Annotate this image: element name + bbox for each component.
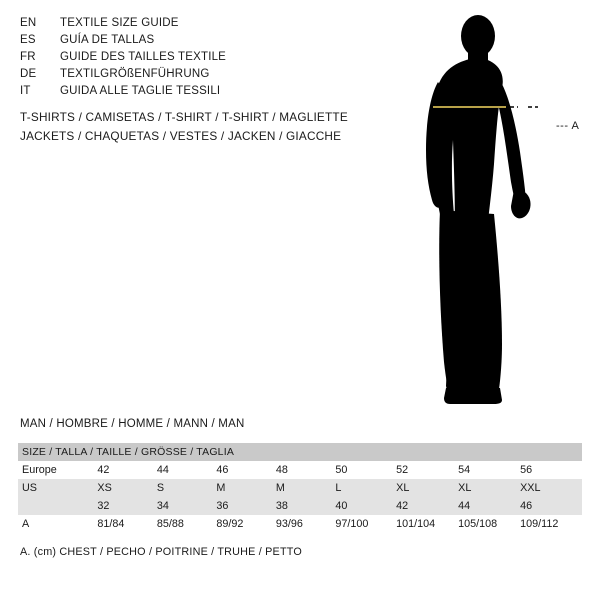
language-text: GUIDA ALLE TAGLIE TESSILI	[60, 85, 221, 97]
category-block	[20, 110, 420, 148]
table-cell: M	[276, 479, 336, 497]
language-code: EN	[20, 17, 37, 29]
footnote-chest-measure: A. (cm) CHEST / PECHO / POITRINE / TRUHE / PETTO	[20, 546, 302, 558]
language-row	[20, 68, 390, 85]
language-text: TEXTILE SIZE GUIDE	[60, 17, 179, 29]
table-cell: 38	[276, 497, 336, 515]
table-cell: 46	[520, 497, 582, 515]
table-cell: XS	[97, 479, 157, 497]
man-silhouette-figure	[410, 14, 590, 404]
language-row	[20, 17, 390, 34]
silhouette-icon	[410, 14, 590, 404]
language-code: DE	[20, 68, 37, 80]
table-cell: 34	[157, 497, 217, 515]
table-cell: 42	[396, 497, 458, 515]
language-code: FR	[20, 51, 36, 63]
table-cell: 44	[458, 497, 520, 515]
table-cell: 109/112	[520, 515, 582, 533]
table-cell: 93/96	[276, 515, 336, 533]
table-cell: M	[216, 479, 276, 497]
language-row	[20, 85, 390, 102]
table-cell: S	[157, 479, 217, 497]
row-label-blank	[18, 497, 97, 515]
table-cell: 40	[335, 497, 396, 515]
language-header-block	[20, 17, 390, 102]
table-cell: 36	[216, 497, 276, 515]
row-label-us: US	[18, 479, 97, 497]
table-cell: XL	[396, 479, 458, 497]
table-cell: 50	[335, 461, 396, 479]
language-text: GUIDE DES TAILLES TEXTILE	[60, 51, 227, 63]
measure-label-a: --- A	[556, 120, 580, 132]
language-row	[20, 34, 390, 51]
table-header-row	[18, 443, 582, 461]
table-cell: 89/92	[216, 515, 276, 533]
size-table	[18, 443, 582, 533]
row-label-a: A	[18, 515, 97, 533]
table-cell: XXL	[520, 479, 582, 497]
table-cell: 52	[396, 461, 458, 479]
table-section-title: MAN / HOMBRE / HOMME / MANN / MAN	[20, 418, 245, 430]
row-label-europe: Europe	[18, 461, 97, 479]
language-code: IT	[20, 85, 31, 97]
table-cell: 97/100	[335, 515, 396, 533]
table-header-label: SIZE / TALLA / TAILLE / GRÖSSE / TAGLIA	[18, 443, 582, 461]
table-cell: 42	[97, 461, 157, 479]
language-row	[20, 51, 390, 68]
table-row	[18, 515, 582, 533]
table-row	[18, 461, 582, 479]
table-cell: 101/104	[396, 515, 458, 533]
table-cell: 85/88	[157, 515, 217, 533]
category-line-tshirts: T-SHIRTS / CAMISETAS / T-SHIRT / T-SHIRT / MAGLIETTE	[20, 110, 348, 124]
language-code: ES	[20, 34, 36, 46]
category-line-jackets: JACKETS / CHAQUETAS / VESTES / JACKEN / GIACCHE	[20, 129, 342, 143]
table-row	[18, 479, 582, 497]
table-cell: 56	[520, 461, 582, 479]
language-text: GUÍA DE TALLAS	[60, 34, 155, 46]
table-cell: 105/108	[458, 515, 520, 533]
table-cell: 54	[458, 461, 520, 479]
table-cell: 32	[97, 497, 157, 515]
language-text: TEXTILGRÖßENFÜHRUNG	[60, 68, 210, 80]
table-cell: 46	[216, 461, 276, 479]
table-cell: XL	[458, 479, 520, 497]
table-row	[18, 497, 582, 515]
table-cell: 81/84	[97, 515, 157, 533]
table-cell: L	[335, 479, 396, 497]
table-cell: 48	[276, 461, 336, 479]
table-cell: 44	[157, 461, 217, 479]
